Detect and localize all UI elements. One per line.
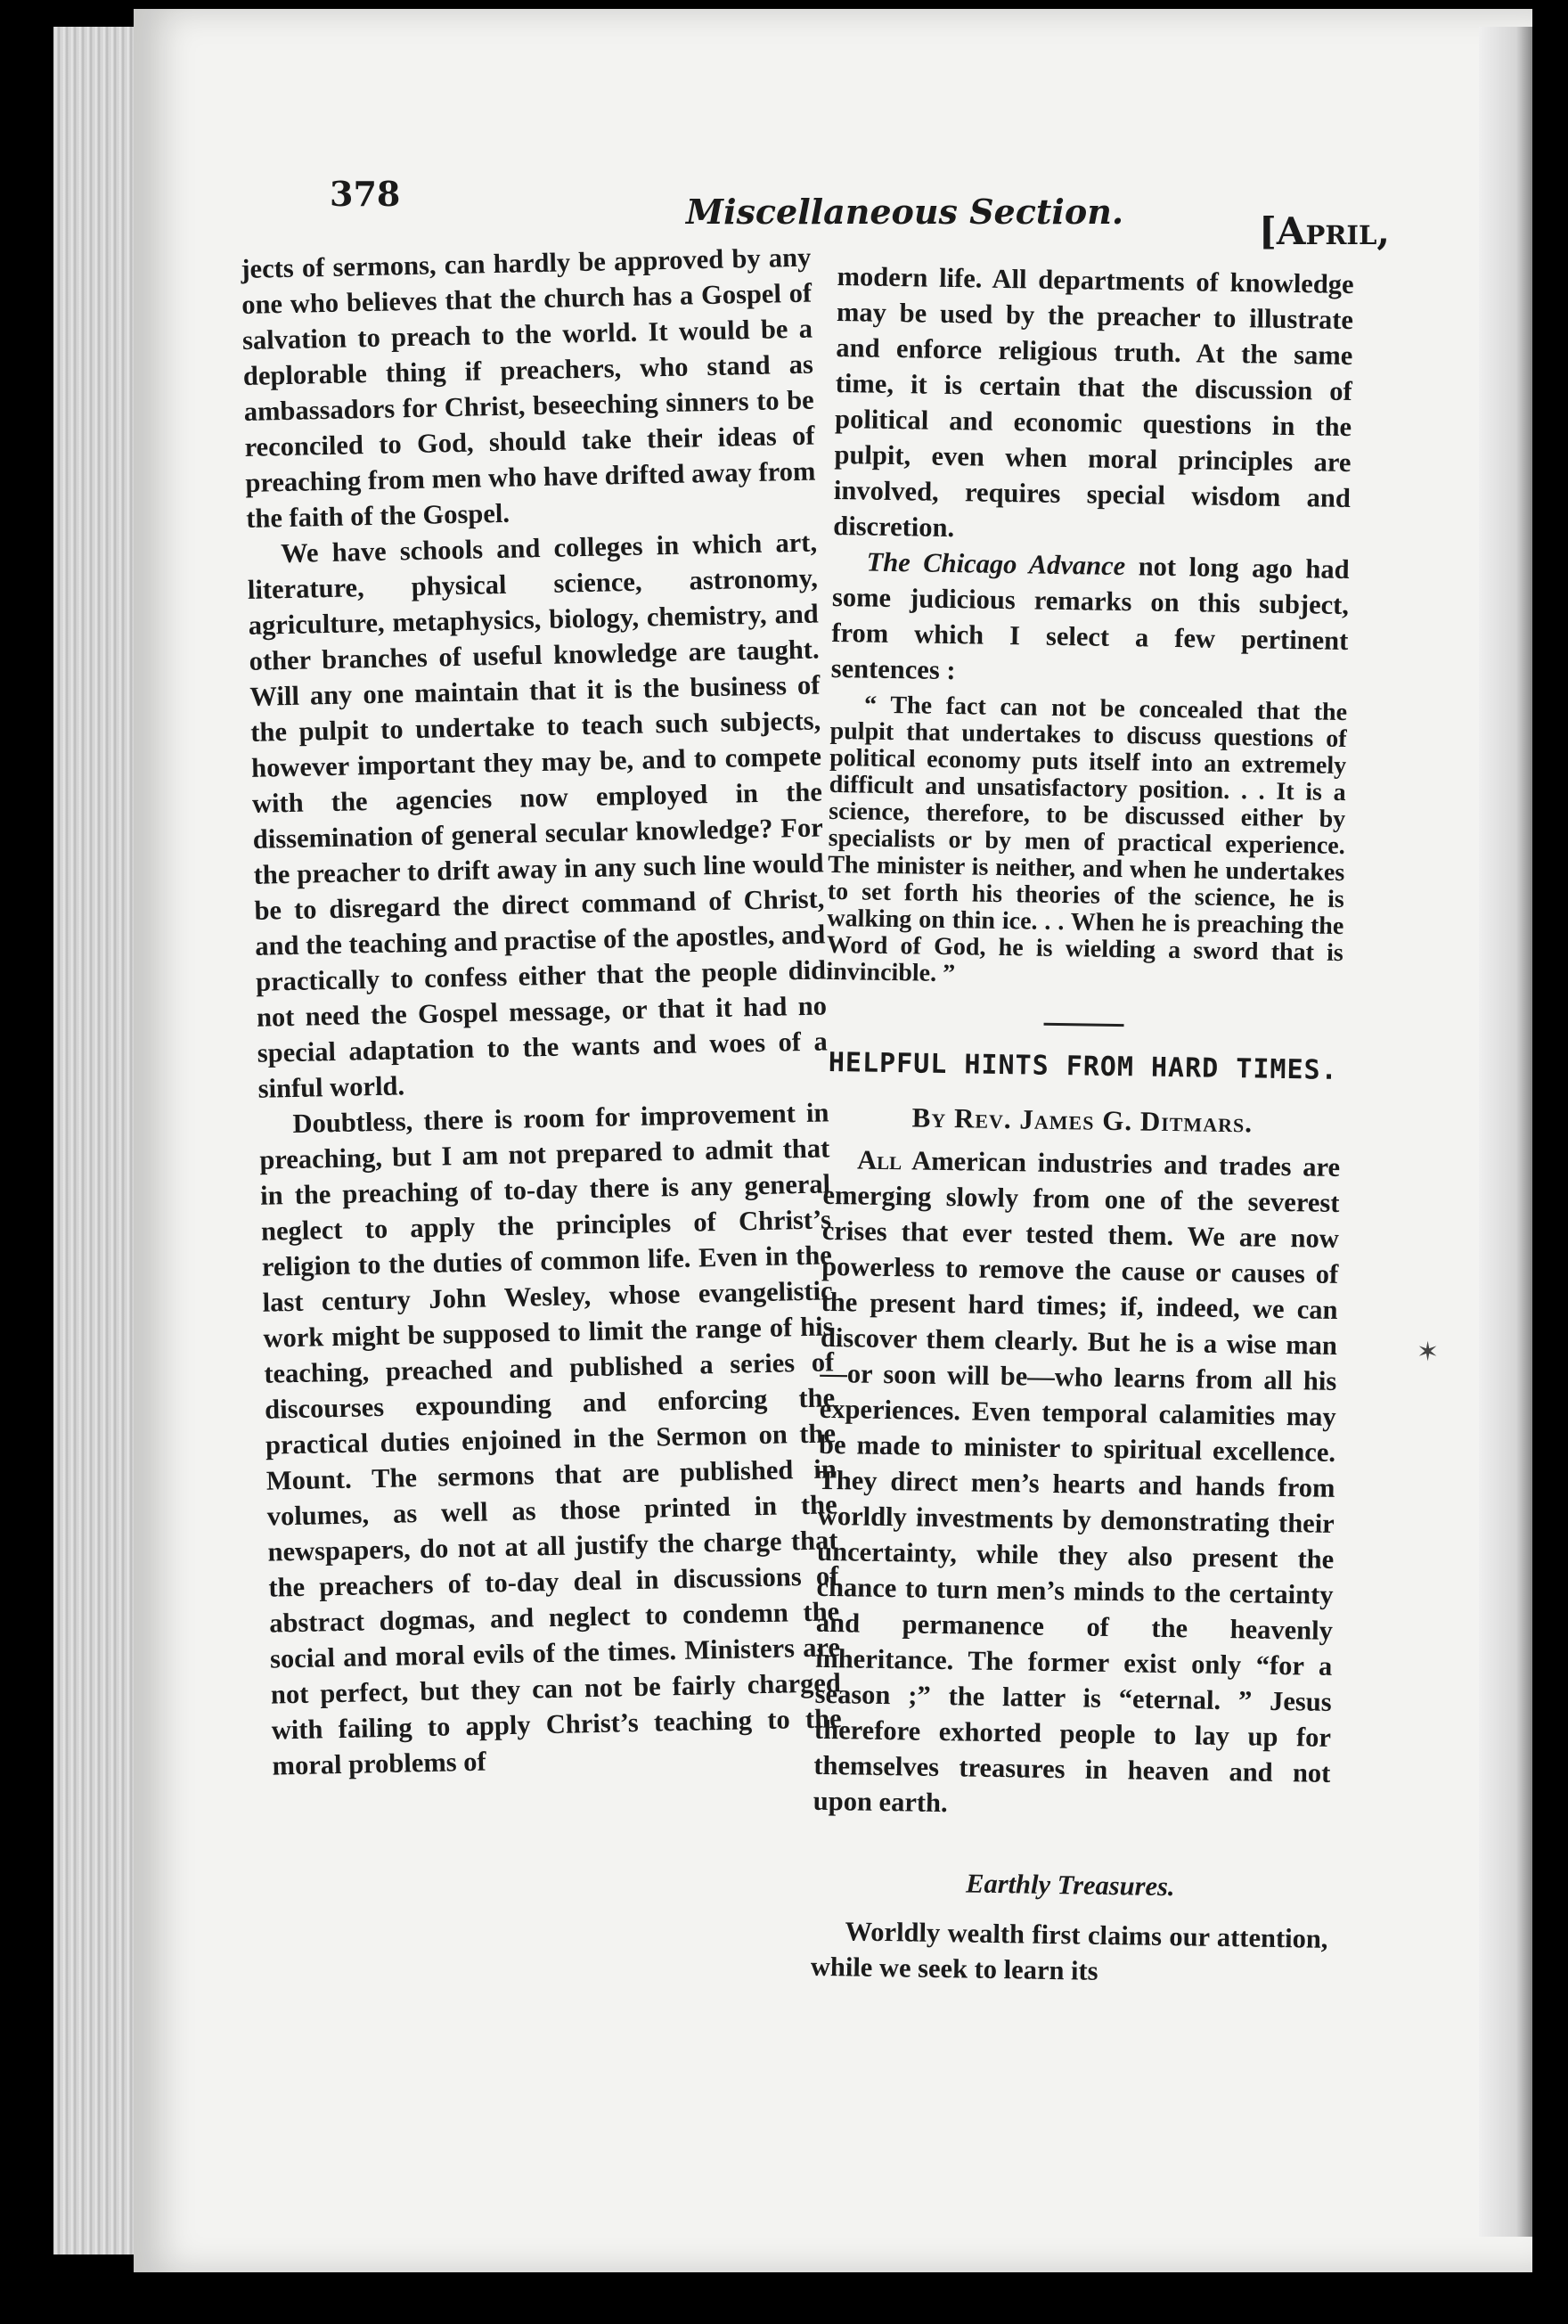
- publication-title: The Chicago Advance: [866, 546, 1126, 582]
- running-head-month: [April,: [1259, 209, 1390, 253]
- right-column: [811, 258, 1354, 1993]
- article-subhead: Earthly Treasures.: [965, 1868, 1175, 1903]
- right-paragraph-2: [830, 544, 1349, 694]
- left-paragraph-3: Doubtless, there is room for improvement in preaching, but I am not prepared to admit that in the preaching of to-day there is any general neglect to apply the principles of Christ’s religion to the duties of common life. Even in the last century John Wesley, whose evangelistic work might be supposed to limit the range of his teaching, preached and published a series of discourses expounding and enforcing the practical duties enjoined in the Sermon on the Mount. The sermons that are published in volumes, as well as those printed in the newspapers, do not at all justify the charge that the preachers of to-day deal in discussions of abstract dogmas, and neglect to condemn the social and moral evils of the times. Ministers are not perfect, but they can not be fairly charged with failing to apply Christ’s teaching to the moral problems of: [259, 1097, 842, 1781]
- article-paragraph-1-text: American industries and trades are emerging slowly from one of the severest crises that ever tested them. We are now powerless to remove the cause or causes of the present hard times; if, indeed, we can discover them clearly. But he is a wise man—or soon will be—who learns from all his experiences. Even temporal calamities may be made to minister to spiritual excellence. They direct men’s hearts and hands from worldly investments by demonstrating their uncertainty, while they also present the chance to turn men’s minds to the certainty and permanence of the heavenly inheritance. The former exist only “for a season ;” the latter is “eternal. ” Jesus therefore exhorted people to lay up for themselves treasures in heaven and not upon earth.: [813, 1145, 1341, 1819]
- article-paragraph-2: Worldly wealth first claims our attention, while we seek to learn its: [810, 1916, 1328, 1986]
- page-right-edge: [1479, 27, 1532, 2237]
- lead-word: All: [856, 1144, 902, 1176]
- article-byline: By Rev. James G. Ditmars.: [911, 1101, 1254, 1139]
- page-header: [330, 174, 1390, 253]
- page-number: 378: [330, 174, 401, 214]
- left-paragraph-2: We have schools and colleges in which art, literature, physical science, astronomy, agriculture, metaphysics, biology, chemistry, and other branches of useful knowledge are taught. Will any one maintain that it is the business of the pulpit to undertake to teach such subjects, however important they may be, and to compete with the agencies now employed in the dissemination of general secular knowledge? For the preacher to drift away in any such line would be to disregard the direct command of Christ, and the teaching and practise of the apostles, and practically to confess either that the people did not need the Gospel message, or that it had no special adaptation to the wants and woes of a sinful world.: [247, 527, 829, 1104]
- left-paragraph-1: jects of sermons, can hardly be approved by any one who believes that the church has a Gospel of salvation to preach to the world. It would be a deplorable thing if preachers, who stand as ambassadors for Christ, beseeching sinners to be reconciled to God, should take their ideas of preaching from men who have drifted away from the faith of the Gospel.: [241, 241, 816, 534]
- left-column: [241, 240, 843, 1784]
- running-head: Miscellaneous Section.: [686, 192, 1124, 232]
- block-quote: “ The fact can not be concealed that the pulpit that undertakes to discuss questions of political economy puts itself into an extremely difficult and unsatisfactory position. . . It is a science, therefore, to be discussed either by specialists or by men of practical experience. The minister is neither, and when he undertakes to set forth his theories of the science, he is walking on thin ice. . . When he is preaching the Word of God, he is wielding a sword that is invincible. ”: [826, 691, 1348, 988]
- article-title: HELPFUL HINTS FROM HARD TIMES.: [828, 1046, 1338, 1086]
- page-blemish: ✶: [1417, 1337, 1440, 1368]
- section-divider: [1044, 1023, 1124, 1027]
- right-paragraph-2-text: not long ago had some judicious remarks on this subject, from which I select a few pertinent sentences :: [830, 551, 1350, 686]
- right-paragraph-1: modern life. All departments of knowledge may be used by the preacher to illustrate and enforce religious truth. At the same time, it is certain that the discussion of political and economic questions in the pulpit, even when moral principles are involved, requires special wisdom and discretion.: [833, 260, 1354, 544]
- article-paragraph-1: [813, 1142, 1340, 1827]
